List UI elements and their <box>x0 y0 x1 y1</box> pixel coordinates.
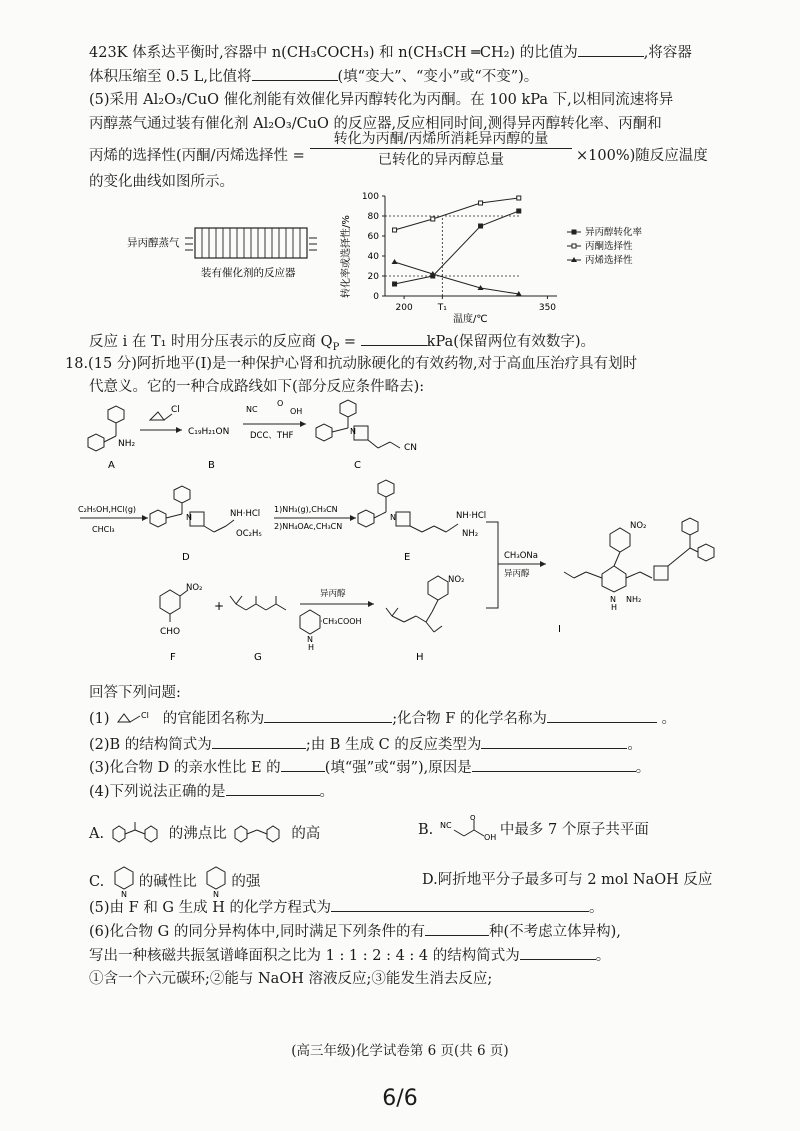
reagent-cl: Cl <box>171 405 180 415</box>
compound-H-structure <box>386 576 448 632</box>
label-H: H <box>416 652 424 663</box>
catalyst-h: H <box>308 643 315 652</box>
question-1: (1) Cl 的官能团名称为 ;化合物 F 的化学名称为 。 <box>89 708 676 729</box>
q17-p5-line3-prefix: 丙烯的选择性(丙酮/丙烯选择性 = <box>89 148 305 164</box>
chart-legend <box>567 226 643 266</box>
y-tick-label: 80 <box>367 212 379 222</box>
compound-E-n: N <box>390 513 396 522</box>
chart-ylabel: 转化率或选择性/% <box>341 215 352 298</box>
series-0-point <box>517 209 521 213</box>
x-tick-label: 200 <box>395 303 413 313</box>
scheme-row-2 <box>78 478 718 612</box>
svg-text:OH: OH <box>483 833 497 842</box>
page-indicator: 6/6 <box>382 1086 418 1111</box>
reagent-CD-bottom: CHCl₃ <box>92 525 115 534</box>
compound-A-nh2: NH₂ <box>118 439 136 449</box>
blank-6a[interactable] <box>425 921 489 936</box>
reagent-DE-1: 1)NH₃(g),CH₃CN <box>274 505 338 514</box>
chart-series <box>392 196 522 296</box>
svg-text:Cl: Cl <box>141 711 149 720</box>
option-B: B. NC O OH 中最多 7 个原子共平面 <box>418 814 649 842</box>
option-A-molecule-1 <box>109 820 169 846</box>
reagent-BC-nc: NC <box>246 405 258 414</box>
q18-heading-2: 代意义。它的一种合成路线如下(部分反应条件略去): <box>89 379 425 395</box>
legend-label: 异丙醇转化率 <box>585 227 643 238</box>
legend-label: 丙酮选择性 <box>585 241 633 252</box>
q17-p5-line2: 丙醇蒸气通过装有催化剂 Al₂O₃/CuO 的反应器,反应相同时间,测得异丙醇转化率、丙酮和 <box>89 116 662 132</box>
page-footer: (高三年级)化学试卷第 6 页(共 6 页) <box>291 1043 509 1059</box>
reagent-FG-top: 异丙醇 <box>320 589 346 599</box>
q17-line1: 423K 体系达平衡时,容器中 n(CH₃COCH₃) 和 n(CH₃CH ═CH₂) 的比值为 ,将容器 <box>89 42 692 63</box>
compound-E-group: NH·HCl <box>456 511 487 521</box>
series-1-point <box>517 196 521 200</box>
question-4: (4)下列说法正确的是 。 <box>89 781 334 802</box>
scheme-row-1 <box>78 398 498 476</box>
blank-5[interactable] <box>331 897 589 912</box>
svg-text:O: O <box>469 814 476 822</box>
legend-marker <box>572 230 576 234</box>
blank-1b[interactable] <box>547 708 657 723</box>
epichlorohydrin-inline <box>114 710 158 726</box>
question-2: (2)B 的结构简式为 ;由 B 生成 C 的反应类型为 。 <box>89 734 642 755</box>
compound-F-cho: CHO <box>160 627 181 637</box>
series-line-1 <box>395 198 519 230</box>
blank-1a[interactable] <box>264 708 392 723</box>
y-tick-label: 40 <box>367 252 379 262</box>
compound-C-structure <box>316 400 400 448</box>
inlet-arrows <box>185 238 193 250</box>
outlet-arrows <box>309 238 317 250</box>
series-line-0 <box>395 211 519 284</box>
compound-I-h: H <box>611 603 618 612</box>
label-G: G <box>254 652 262 663</box>
scheme-row-3 <box>150 572 630 664</box>
x-tick-label: 350 <box>538 303 557 313</box>
label-I: I <box>558 624 561 635</box>
x-tick-label: T₁ <box>437 303 447 313</box>
chart-y-ticks <box>362 192 385 302</box>
y-tick-label: 60 <box>367 232 379 242</box>
reactor-diagram <box>125 218 340 288</box>
option-C-molecule-2 <box>201 866 231 900</box>
series-0-point <box>479 224 483 228</box>
q17-p5-line4: 的变化曲线如图所示。 <box>89 174 234 190</box>
blank-3a[interactable] <box>281 757 325 772</box>
compound-F-structure <box>160 590 188 622</box>
question-6-conditions: ①含一个六元碳环;②能与 NaOH 溶液反应;③能发生消去反应; <box>89 971 493 987</box>
compound-I-nitro: NO₂ <box>630 521 647 531</box>
compound-D-structure <box>150 486 234 532</box>
piperidine-catalyst <box>300 610 320 634</box>
y-tick-label: 100 <box>361 192 379 202</box>
q18-heading-1: 18.(15 分)阿折地平(I)是一种保护心肾和抗动脉硬化的有效药物,对于高血压治疗具有划时 <box>65 356 638 372</box>
svg-text:NC: NC <box>439 821 452 830</box>
label-A: A <box>108 460 115 471</box>
selectivity-chart <box>335 188 725 326</box>
compound-B-formula: C₁₉H₂₁ON <box>188 427 230 437</box>
y-tick-label: 20 <box>367 272 379 282</box>
series-line-2 <box>395 262 519 294</box>
fraction-numerator: 转化为丙酮/丙烯所消耗异丙醇的量 <box>310 128 572 149</box>
svg-text:N: N <box>213 890 220 899</box>
qp-line: 反应 i 在 T₁ 时用分压表示的反应商 $Q_P = kPa$(保留两位有效数字)。 <box>89 331 595 358</box>
label-F: F <box>170 652 176 663</box>
reagent-DE-2: 2)NH₄OAc,CH₃CN <box>274 522 343 531</box>
reagent-BC-o: O <box>277 399 284 408</box>
blank-6b[interactable] <box>520 945 596 960</box>
reagent-CD-top: C₂H₅OH,HCl(g) <box>78 505 137 514</box>
series-1-point <box>479 201 483 205</box>
option-A: A. 的沸点比 的高 <box>89 820 320 846</box>
fraction-denominator: 已转化的异丙醇总量 <box>378 152 504 168</box>
compound-E-structure <box>358 480 458 532</box>
series-0-point <box>393 282 397 286</box>
label-D: D <box>182 552 190 563</box>
compound-I-nh2: NH₂ <box>626 595 642 604</box>
legend-marker <box>572 244 576 248</box>
blank-4[interactable] <box>226 781 320 796</box>
label-E: E <box>404 552 411 563</box>
catalyst-bars <box>202 228 300 258</box>
option-B-molecule <box>438 816 500 842</box>
reagent-final-top: CH₃ONa <box>504 551 538 561</box>
plus-sign: + <box>214 599 225 613</box>
question-3: (3)化合物 D 的亲水性比 E 的 (填“强”或“弱”),原因是 。 <box>89 757 650 778</box>
compound-C-n: N <box>350 427 356 436</box>
label-B: B <box>208 460 215 471</box>
catalyst-n: N <box>307 635 313 644</box>
reactor-label: 装有催化剂的反应器 <box>201 267 296 279</box>
chart-x-ticks <box>396 296 557 313</box>
legend-label: 丙烯选择性 <box>585 255 633 266</box>
reagent-BC-conditions: DCC、THF <box>250 431 294 441</box>
chart-xlabel: 温度/℃ <box>453 314 488 325</box>
svg-text:N: N <box>120 890 127 899</box>
compound-E-nh2: NH₂ <box>462 529 479 539</box>
reactor-inlet-label: 异丙醇蒸气 <box>127 237 180 249</box>
option-D: D.阿折地平分子最多可与 2 mol NaOH 反应 <box>422 872 713 888</box>
compound-D-group: NH·HCl <box>230 509 261 519</box>
option-C: C. N 的碱性比 N 的强 <box>89 866 260 900</box>
compound-G-structure <box>230 596 286 610</box>
compound-C-cn: CN <box>404 443 418 453</box>
answer-intro: 回答下列问题: <box>89 685 181 701</box>
question-5: (5)由 F 和 G 生成 H 的化学方程式为 。 <box>89 897 603 918</box>
option-A-molecule-2 <box>231 820 291 846</box>
q17-p5-line1: (5)采用 Al₂O₃/CuO 催化剂能有效催化异丙醇转化为丙酮。在 100 kPa 下,以相同流速将异 <box>89 92 674 108</box>
series-2-point <box>392 259 398 264</box>
epichlorohydrin-structure <box>150 412 172 420</box>
compound-H-nitro: NO₂ <box>448 575 465 585</box>
blank-2b[interactable] <box>481 734 627 749</box>
question-6-line2: 写出一种核磁共振氢谱峰面积之比为 1 : 1 : 2 : 4 : 4 的结构简式为 。 <box>89 945 610 966</box>
reagent-FG-bottom: ·CH₃COOH <box>320 617 362 626</box>
compound-I-nh: N <box>610 595 616 604</box>
q17-line2: 体积压缩至 0.5 L,比值将 (填“变大”、“变小”或“不变”)。 <box>89 66 538 87</box>
compound-F-nitro: NO₂ <box>186 583 203 593</box>
compound-D-n: N <box>186 513 192 522</box>
blank-3b[interactable] <box>472 757 636 772</box>
compound-D-ester: OC₂H₅ <box>236 529 262 539</box>
q17-p5-line3-suffix: ×100%)随反应温度 <box>576 148 708 164</box>
y-tick-label: 0 <box>373 292 379 302</box>
reagent-BC-oh: OH <box>290 407 303 416</box>
series-1-point <box>393 228 397 232</box>
question-6: (6)化合物 G 的同分异构体中,同时满足下列条件的有 种(不考虑立体异构), <box>89 921 621 942</box>
reagent-final-bottom: 异丙醇 <box>504 569 530 579</box>
blank-2a[interactable] <box>212 734 306 749</box>
series-1-point <box>431 217 435 221</box>
selectivity-fraction <box>310 128 572 169</box>
option-C-molecule-1 <box>109 866 139 900</box>
label-C: C <box>354 460 361 471</box>
